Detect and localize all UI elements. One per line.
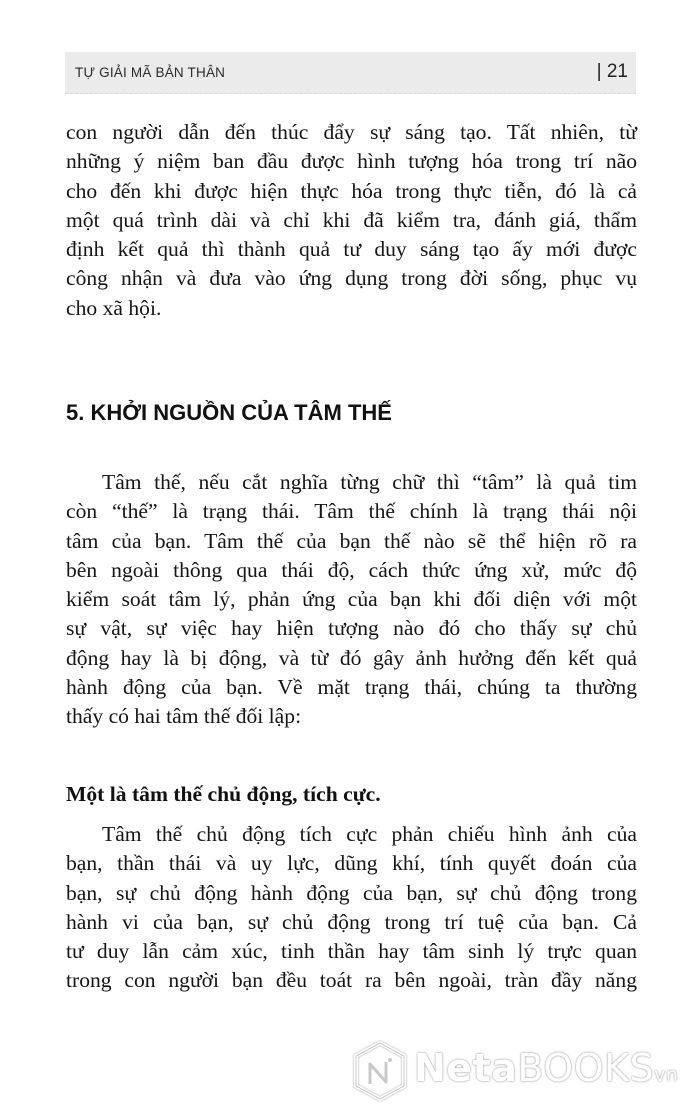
section-heading: 5. KHỞI NGUỒN CỦA TÂM THẾ — [66, 400, 392, 425]
text-line: Tâm thế, nếu cắt nghĩa từng chữ thì “tâm” là quả tim — [102, 470, 637, 494]
text-line: thấy có hai tâm thế đối lập: — [66, 704, 302, 729]
text-line: tâm của bạn. Tâm thế của bạn thế nào sẽ thể hiện rõ ra — [66, 528, 637, 553]
text-line: còn “thế” là trạng thái. Tâm thế chính là trạng thái nội — [66, 499, 637, 524]
text-line: trong con người bạn đều toát ra bên ngoài, tràn đầy năng — [66, 968, 637, 993]
netabooks-hexagon-logo-icon — [352, 1040, 408, 1102]
text-line: kiểm soát tâm lý, phản ứng của bạn khi đối diện với một — [66, 587, 637, 612]
text-line: bạn, sự chủ động hành động của bạn, sự chủ động trong — [66, 880, 637, 905]
text-line: những ý niệm ban đầu được hình tượng hóa trong trí não — [66, 149, 637, 174]
text-line: định kết quả thì thành quả tư duy sáng tạo ấy mới được — [66, 237, 637, 262]
text-line: hành động của bạn. Về mặt trạng thái, chúng ta thường — [66, 675, 637, 700]
text-line: Tâm thế chủ động tích cực phản chiếu hình ảnh của — [102, 822, 637, 846]
running-header — [65, 52, 636, 94]
watermark-brand-part1: Neta — [414, 1046, 518, 1090]
book-title: TỰ GIẢI MÃ BẢN THÂN — [75, 65, 226, 80]
text-line: hành vi của bạn, sự chủ động trong trí tuệ của bạn. Cả — [66, 909, 637, 934]
text-line: con người dẫn đến thúc đẩy sự sáng tạo. Tất nhiên, từ — [66, 120, 637, 144]
watermark-brand-part2: BOOKS — [517, 1046, 655, 1090]
subheading: Một là tâm thế chủ động, tích cực. — [66, 782, 381, 806]
page-number: | 21 — [596, 61, 628, 82]
text-line: một quá trình dài và chỉ khi đã kiểm tra, đánh giá, thẩm — [66, 207, 637, 232]
netabooks-watermark — [352, 1038, 692, 1108]
watermark-text — [414, 1046, 678, 1090]
text-line: sự vật, sự việc hay hiện tượng nào đó cho thấy sự chủ — [66, 616, 637, 641]
text-line: bên ngoài thông qua thái độ, cách thức ứng xử, mức độ — [66, 557, 637, 582]
text-line: bạn, thần thái và uy lực, dũng khí, tính quyết đoán của — [66, 851, 637, 876]
paragraph-active-mindset — [66, 820, 637, 996]
text-line: công nhận và đưa vào ứng dụng trong đời sống, phục vụ — [66, 266, 637, 291]
text-line: tư duy lẫn cảm xúc, tinh thần hay tâm sinh lý trực quan — [66, 939, 637, 964]
text-line: cho xã hội. — [66, 295, 162, 320]
paragraph-continuation — [66, 118, 637, 323]
text-line: cho đến khi được hiện thực hóa trong thực tiễn, đó là cả — [66, 178, 637, 203]
text-line: động hay là bị động, và từ đó gây ảnh hưởng đến kết quả — [66, 645, 637, 670]
watermark-suffix: vn — [654, 1064, 679, 1086]
paragraph-definition — [66, 468, 637, 732]
